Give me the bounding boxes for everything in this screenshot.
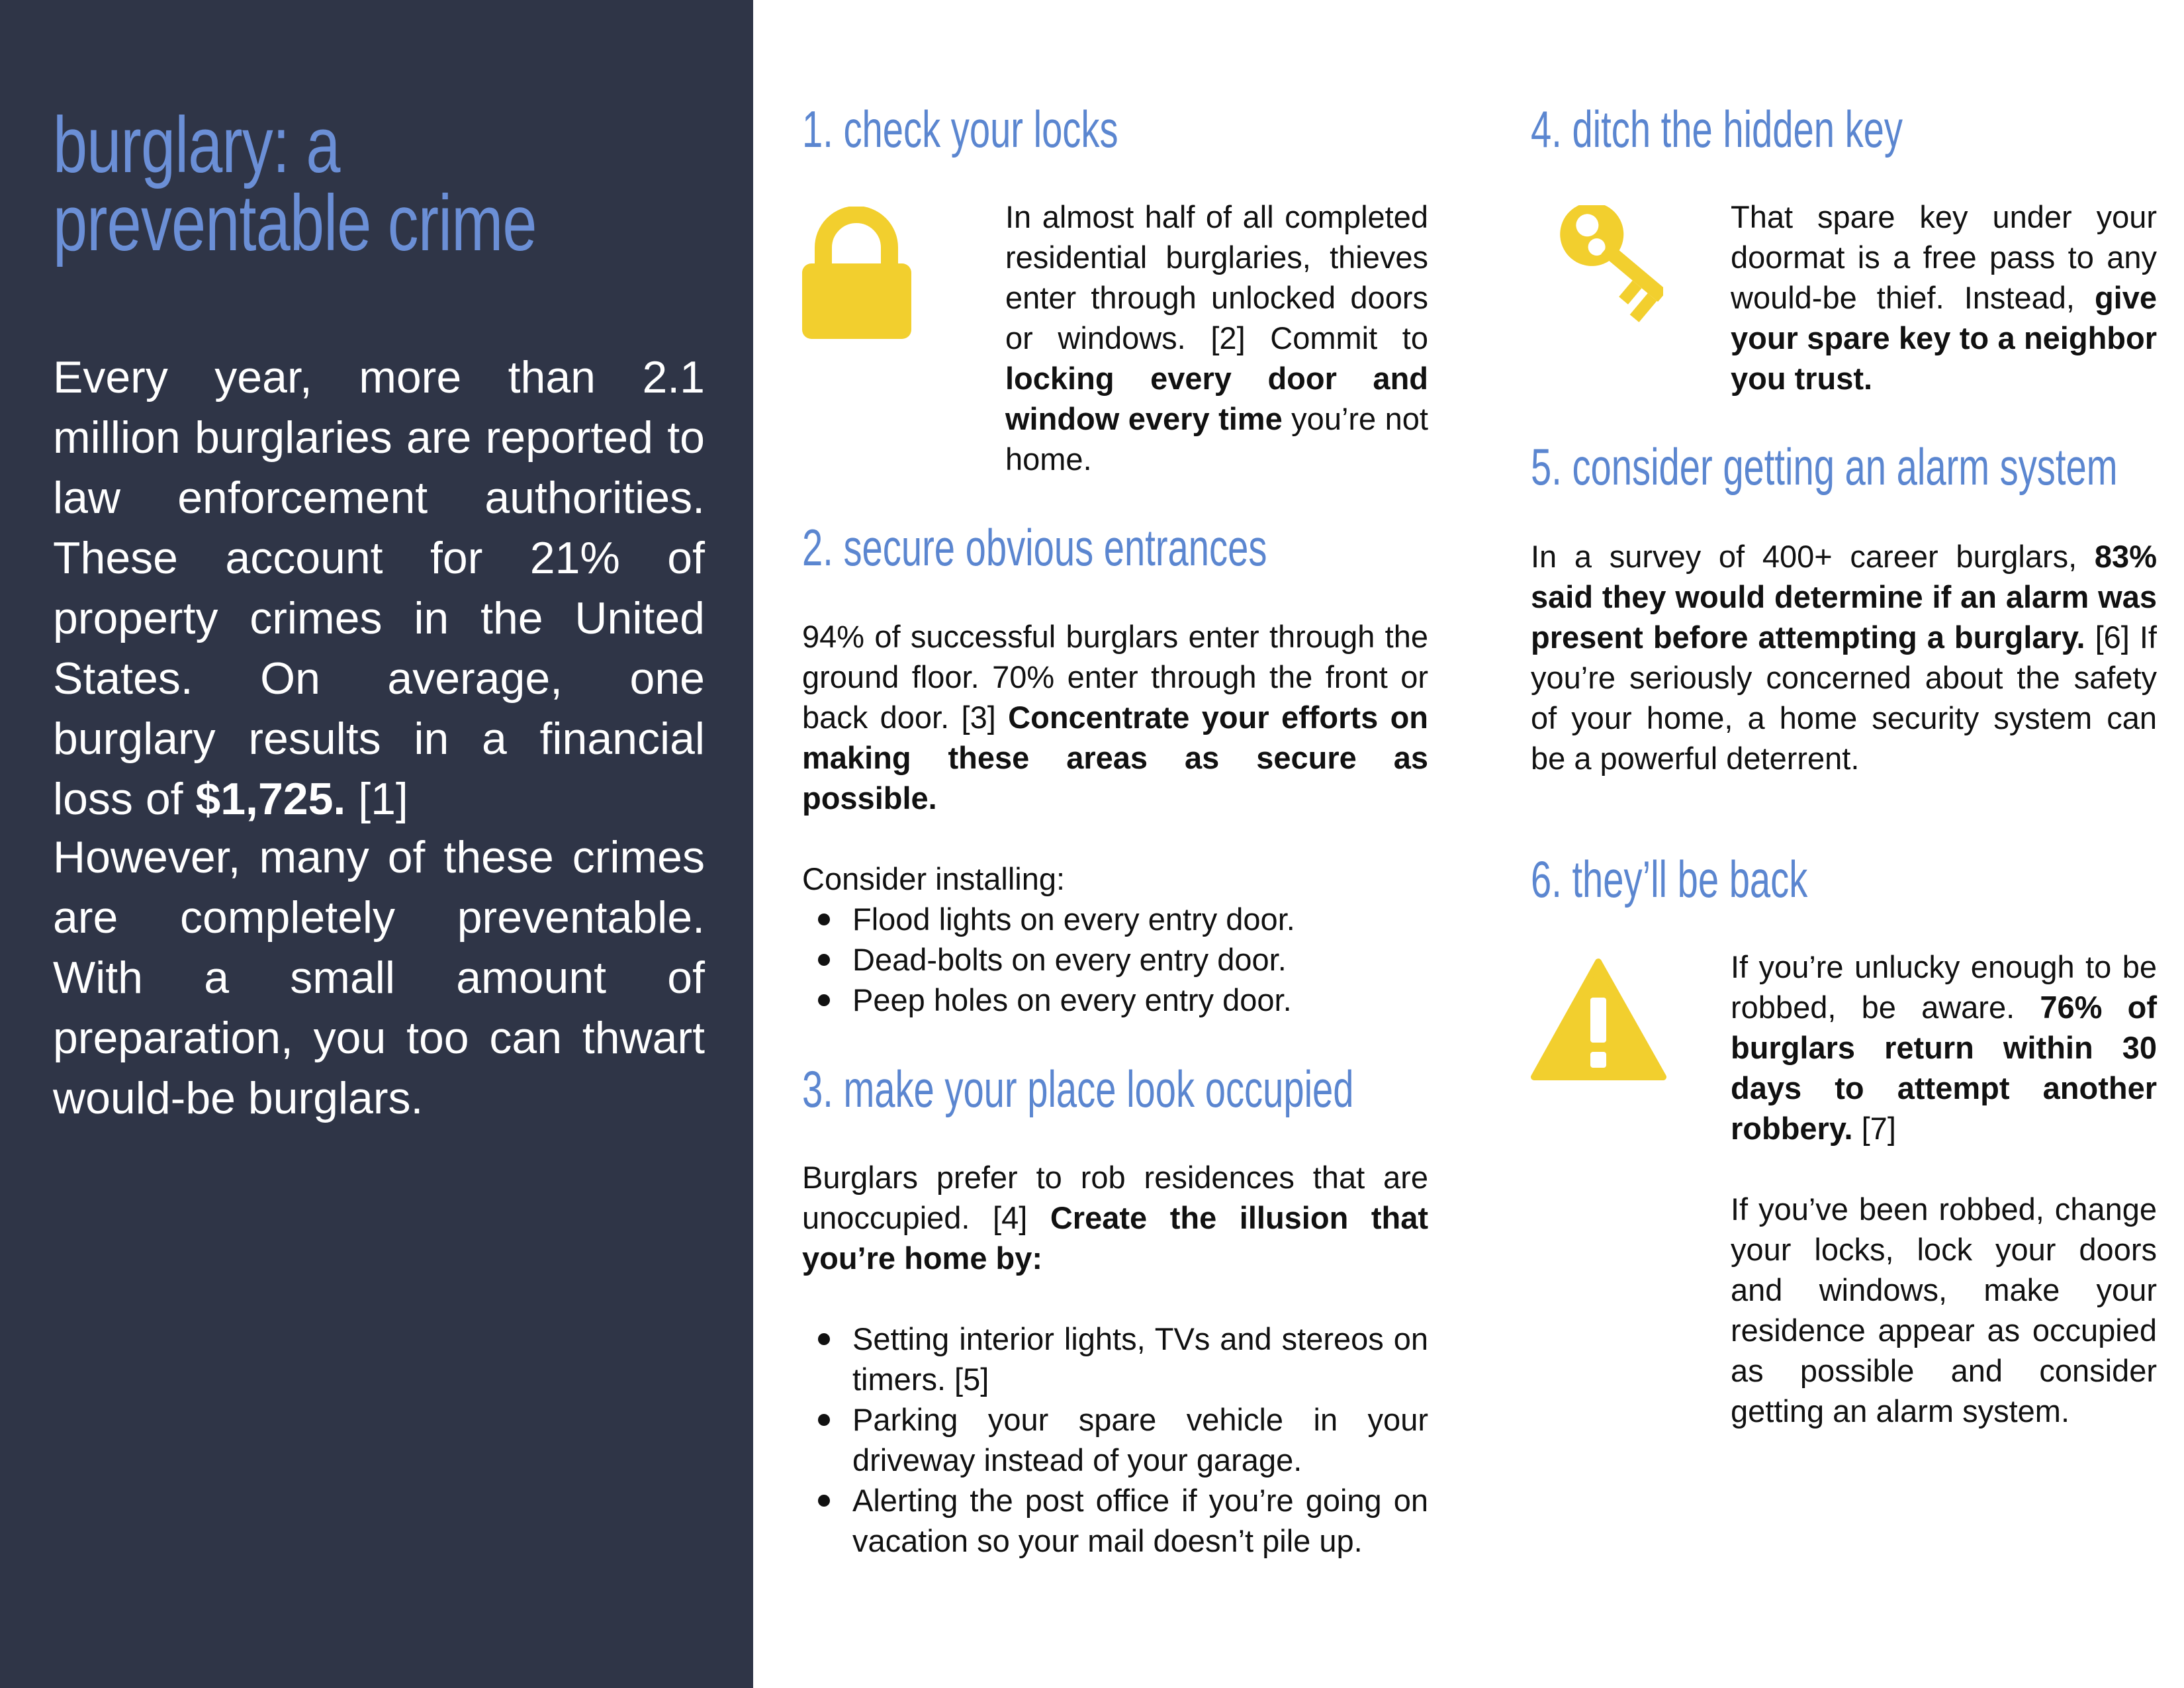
- sidebar-paragraph-intro: Every year, more than 2.1 million burglaries are reported to law enforcement authorities. These account for 21% of property crimes in the United States. On average, one burglary results in a financial loss of $1,725. [1]: [53, 352, 705, 824]
- list-item: Parking your spare vehicle in your driveway instead of your garage.: [802, 1399, 1428, 1480]
- section-5-title: 5. consider getting an alarm system: [1531, 438, 2118, 496]
- list-item: Peep holes on every entry door.: [802, 980, 1428, 1020]
- section-2-consider: Consider installing:: [802, 861, 1066, 896]
- sidebar-title: burglary: a preventable crime: [53, 101, 537, 267]
- list-item: Setting interior lights, TVs and stereos on timers. [5]: [802, 1319, 1428, 1399]
- sidebar-panel: [0, 0, 753, 1688]
- section-6-text: If you’re unlucky enough to be robbed, be aware. 76% of burglars return within 30 days to attempt another robbery. [7]: [1731, 949, 2157, 1146]
- section-6-text-advice: If you’ve been robbed, change your locks, lock your doors and windows, make your residence appear as occupied as possible and consider getting an alarm system.: [1731, 1192, 2157, 1429]
- section-1-text: In almost half of all completed residential burglaries, thieves enter through unlocked doors or windows. [2] Commit to locking every door and window every time you’re not home.: [1005, 199, 1428, 477]
- section-4-title: 4. ditch the hidden key: [1531, 100, 1903, 158]
- key-icon: [1531, 205, 1663, 341]
- section-4-text: That spare key under your doormat is a free pass to any would-be thief. Instead, give your spare key to a neighbor you trust.: [1731, 199, 2157, 396]
- section-2-bullet-list: [802, 899, 1428, 1020]
- section-1-title: 1. check your locks: [802, 100, 1118, 158]
- section-5-text: In a survey of 400+ career burglars, 83% said they would determine if an alarm was present before attempting a burglary. [6] If you’re seriously concerned about the safety of your home, a home security system can be a powerful deterrent.: [1531, 539, 2157, 776]
- list-item: Flood lights on every entry door.: [802, 899, 1428, 939]
- section-3-title: 3. make your place look occupied: [802, 1060, 1354, 1118]
- list-item: Dead-bolts on every entry door.: [802, 939, 1428, 980]
- warning-icon: [1531, 957, 1666, 1086]
- section-2-text: 94% of successful burglars enter through the ground floor. 70% enter through the front or back door. [3] Concentrate your efforts on making these areas as secure as possible.: [802, 619, 1428, 816]
- section-3-text: Burglars prefer to rob residences that are unoccupied. [4] Create the illusion that you’re home by:: [802, 1160, 1428, 1276]
- padlock-icon: [802, 207, 911, 342]
- sidebar-paragraph-preventable: However, many of these crimes are completely preventable. With a small amount of preparation, you too can thwart would-be burglars.: [53, 832, 705, 1123]
- section-3-bullet-list: [802, 1319, 1428, 1561]
- section-6-title: 6. they’ll be back: [1531, 850, 1808, 908]
- section-2-title: 2. secure obvious entrances: [802, 518, 1267, 577]
- list-item: Alerting the post office if you’re going on vacation so your mail doesn’t pile up.: [802, 1480, 1428, 1561]
